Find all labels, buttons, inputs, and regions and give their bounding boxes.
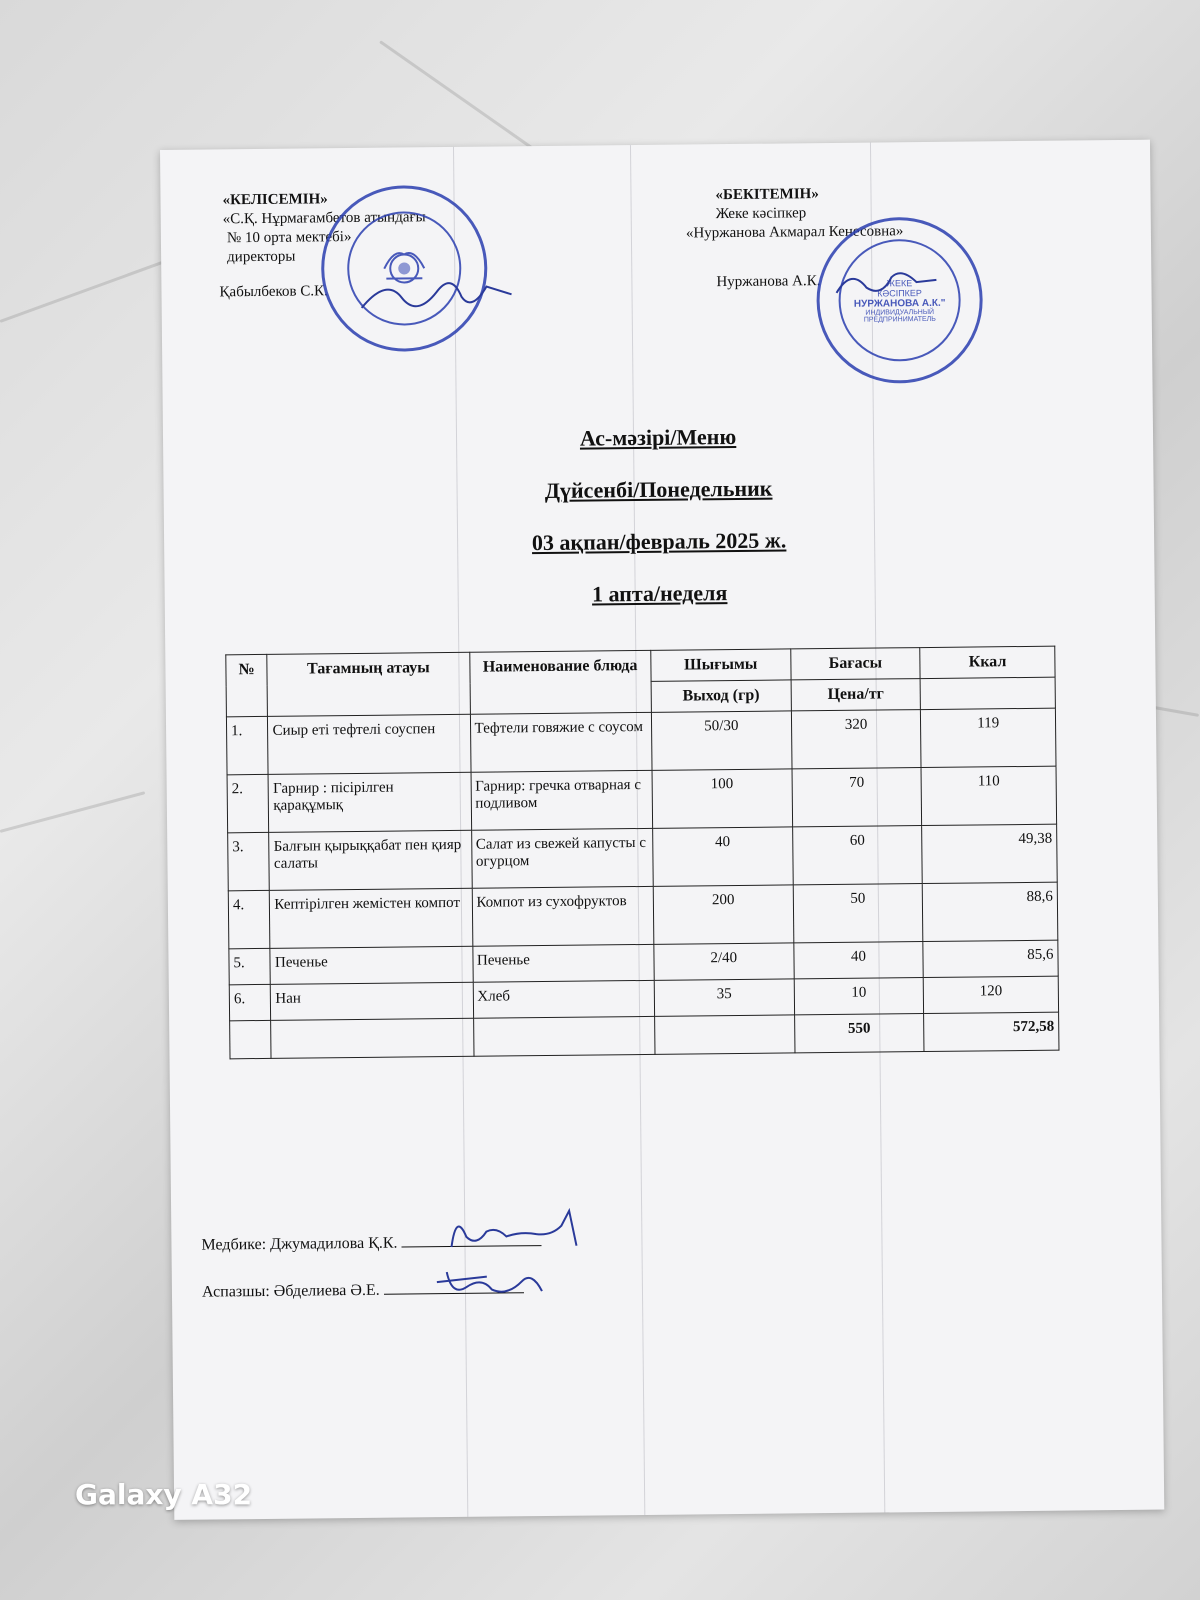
dish-output: 35 [654, 979, 794, 1016]
dish-name-ru: Печенье [472, 944, 654, 982]
dish-name-ru: Гарнир: гречка отварная с подливом [471, 770, 653, 830]
menu-day: Дүйсенбі/Понедельник [544, 475, 773, 503]
dish-name-ru: Салат из свежей капусты с огурцом [471, 828, 653, 888]
dish-name-kz: Нан [271, 982, 473, 1020]
menu-title: Ас-мәзірі/Меню [579, 423, 737, 451]
header-left-title: «КЕЛІСЕМІН» [222, 191, 328, 209]
col-header-name-kz: Тағамның атауы [267, 652, 470, 716]
cook-signature [427, 1261, 567, 1302]
total-price: 550 [794, 1014, 924, 1053]
menu-table [225, 646, 1059, 1060]
dish-output: 50/30 [651, 711, 791, 770]
menu-titles [163, 420, 1155, 638]
dish-name-kz: Балғын қырыққабат пен қияр салаты [269, 830, 472, 890]
stamp-text-1: ЖЕКЕ [886, 277, 913, 288]
entrepreneur-signature [831, 262, 941, 303]
row-number: 2. [227, 774, 269, 832]
dish-price: 50 [793, 884, 923, 943]
menu-date: 03 ақпан/февраль 2025 ж. [531, 527, 787, 556]
row-number: 4. [228, 890, 270, 948]
col-header-price-ru: Цена/тг [791, 679, 921, 711]
row-number: 1. [226, 716, 268, 774]
table-row [228, 824, 1058, 891]
dish-output: 100 [652, 769, 792, 828]
dish-name-ru: Хлеб [473, 980, 655, 1018]
dish-price: 60 [792, 826, 922, 885]
total-empty [473, 1016, 655, 1056]
dish-name-kz: Печенье [270, 946, 472, 984]
row-number: 3. [228, 832, 270, 890]
director-signature [356, 266, 517, 318]
dish-output: 200 [653, 885, 793, 944]
table-row [226, 708, 1056, 775]
menu-document [160, 140, 1164, 1520]
total-empty [271, 1018, 473, 1058]
row-number: 6. [229, 984, 271, 1020]
camera-watermark: Galaxy A32 [75, 1478, 253, 1511]
stamp-text-5: ПРЕДПРИНИМАТЕЛЬ [863, 315, 936, 324]
header-left-signer: Қабылбеков С.К. [219, 283, 328, 301]
dish-kcal: 120 [923, 976, 1058, 1013]
header-left-line3: директоры [227, 248, 296, 266]
col-header-kcal: Ккал [920, 646, 1055, 678]
nurse-label: Медбике: Джумадилова Қ.К. [201, 1234, 398, 1254]
col-header-name-ru: Наименование блюда [469, 650, 651, 714]
dish-name-ru: Тефтели говяжие с соусом [470, 712, 652, 772]
dish-price: 10 [794, 978, 924, 1015]
stamp-text-2: КӘСІПКЕР [877, 287, 922, 298]
header-left-line1: «С.Қ. Нұрмағамбетов атындағы [222, 209, 426, 228]
dish-kcal: 88,6 [922, 882, 1057, 941]
table-row [227, 766, 1057, 833]
dish-kcal: 110 [921, 766, 1056, 825]
marble-vein [0, 791, 145, 833]
dish-kcal: 85,6 [923, 940, 1058, 977]
total-empty [230, 1020, 272, 1058]
dish-name-ru: Компот из сухофруктов [472, 886, 654, 946]
total-kcal: 572,58 [924, 1012, 1059, 1051]
col-header-out-ru: Выход (гр) [651, 680, 791, 712]
dish-price: 320 [791, 710, 921, 769]
total-empty [654, 1015, 794, 1054]
col-header-price-kz: Бағасы [790, 648, 920, 680]
header-left-line2: № 10 орта мектебі» [226, 229, 352, 247]
col-header-out-kz: Шығымы [651, 649, 791, 681]
header-right-line2: «Нуржанова Акмарал Кенесовна» [685, 223, 904, 242]
header-right-line1: Жеке кәсіпкер [715, 205, 807, 223]
menu-week: 1 апта/неделя [591, 580, 728, 607]
nurse-signature [441, 1206, 592, 1258]
dish-name-kz: Кептірілген жемістен компот [270, 888, 473, 948]
row-number: 5. [229, 948, 271, 984]
dish-price: 40 [794, 942, 924, 979]
col-header-kcal-empty [920, 677, 1055, 709]
col-header-no: № [226, 654, 268, 716]
table-total-row [230, 1012, 1059, 1059]
stamp-text-4: ИНДИВИДУАЛЬНЫЙ [865, 308, 935, 317]
dish-price: 70 [792, 768, 922, 827]
dish-name-kz: Гарнир : пісірілген қарақұмық [268, 772, 471, 832]
dish-name-kz: Сиыр еті тефтелі соуспен [268, 714, 471, 774]
table-row [228, 882, 1058, 949]
dish-output: 2/40 [654, 943, 794, 980]
dish-kcal: 119 [921, 708, 1056, 767]
header-right-title: «БЕКІТЕМІН» [715, 186, 819, 204]
dish-kcal: 49,38 [922, 824, 1057, 883]
stamp-text-3: НУРЖАНОВА А.К." [853, 297, 946, 310]
cook-label: Аспазшы: Әбделиева Ә.Е. [201, 1281, 380, 1301]
header-right-signer: Нуржанова А.К. [716, 273, 821, 291]
dish-output: 40 [652, 827, 792, 886]
